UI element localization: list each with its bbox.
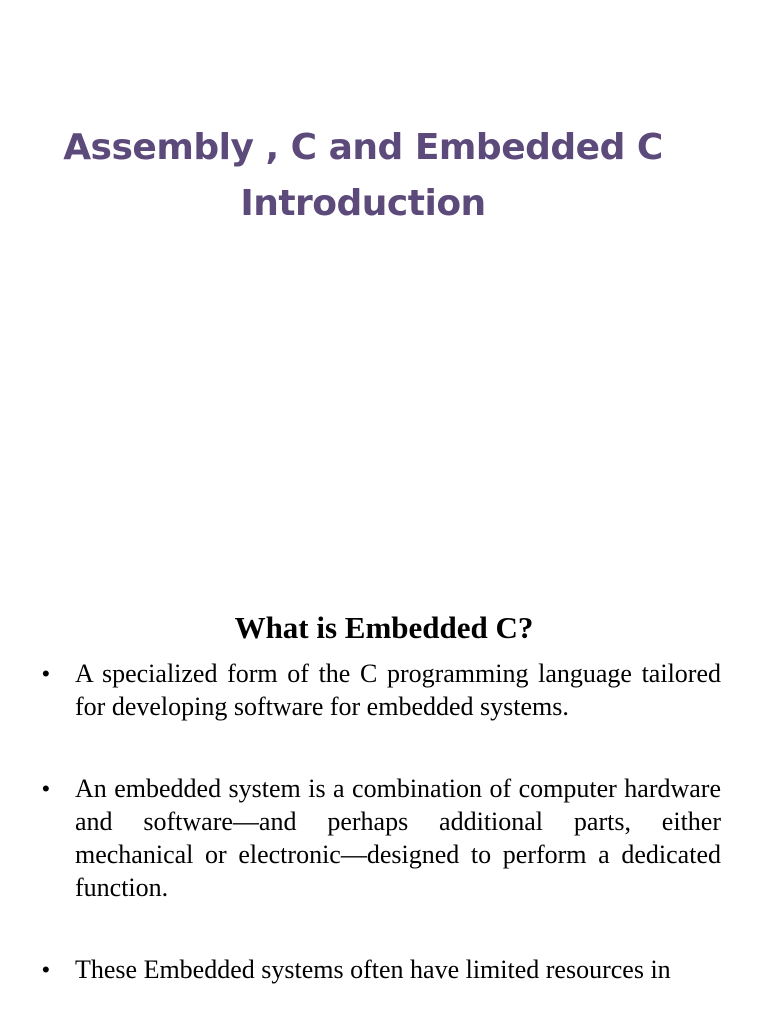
bullet-text: An embedded system is a combination of computer hardware and software—and perhaps additional parts, either mechanical or electronic—designed to perform a dedicated function. (75, 774, 721, 902)
slide-title-line-2: Introduction (240, 183, 486, 224)
bullet-item (0, 953, 721, 986)
bullet-icon: • (42, 661, 50, 686)
bullet-list (0, 657, 768, 1035)
bullet-item (0, 772, 721, 904)
slide-title (0, 120, 726, 232)
section-heading: What is Embedded C? (234, 610, 534, 645)
bullet-text: These Embedded systems often have limited resources in (75, 955, 671, 984)
bullet-icon: • (42, 776, 50, 801)
slide-title-line-1: Assembly , C and Embedded C (63, 127, 663, 168)
bullet-text: A specialized form of the C programming language tailored for developing software for embedded systems. (75, 659, 721, 721)
bullet-icon: • (42, 957, 50, 982)
bullet-item (0, 657, 721, 723)
